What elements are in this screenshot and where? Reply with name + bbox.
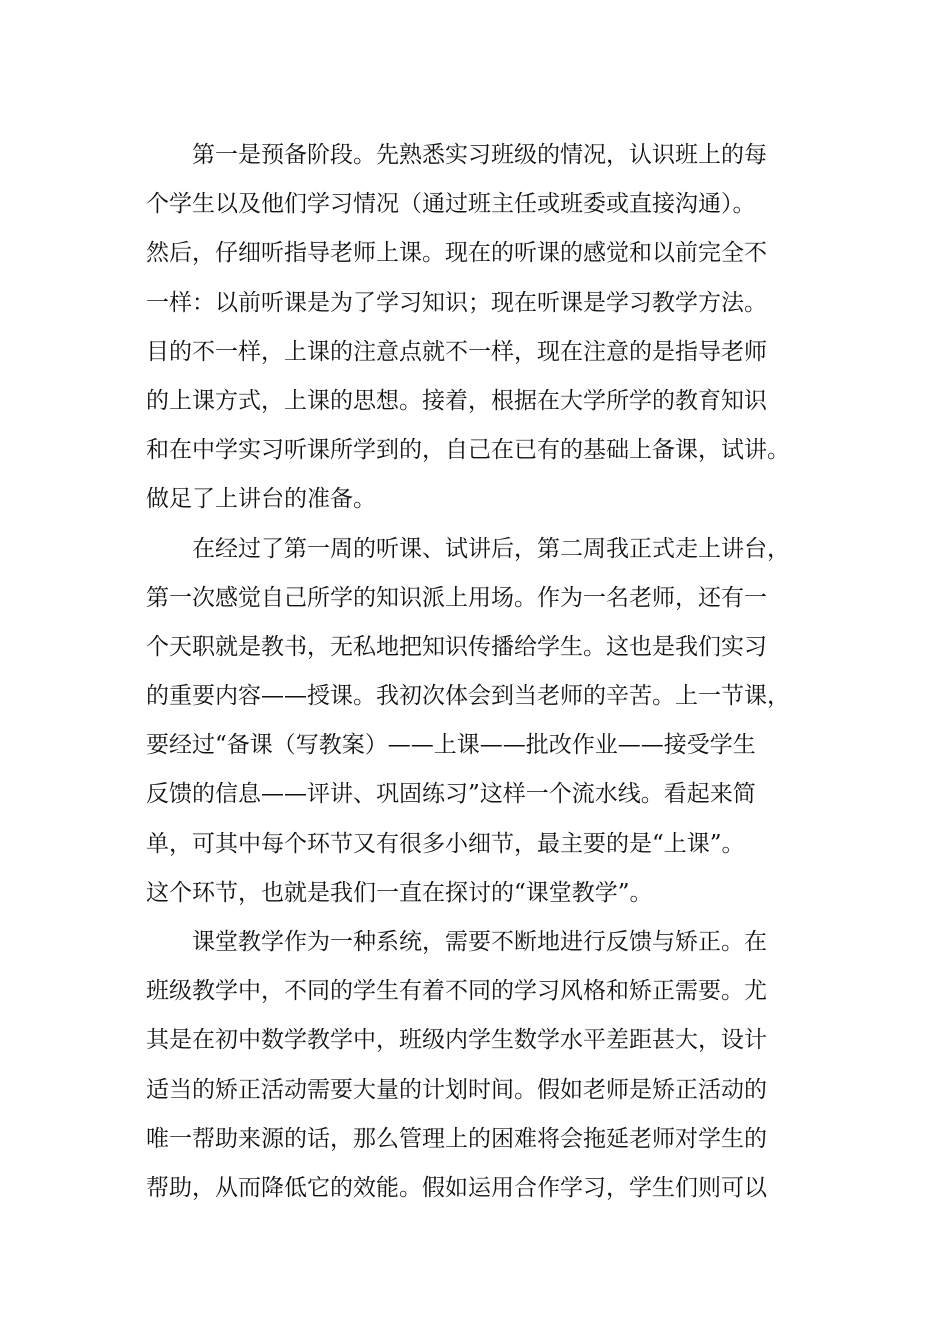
text-line: 帮助，从而降低它的效能。假如运用合作学习，学生们则可以 [146,1174,767,1201]
paragraph-1 [146,131,846,525]
text-line: 第一次感觉自己所学的知识派上用场。作为一名老师，还有一 [146,584,767,611]
text-line: 班级教学中，不同的学生有着不同的学习风格和矫正需要。尤 [146,978,767,1005]
text-line: 第一是预备阶段。先熟悉实习班级的情况，认识班上的每 [192,142,767,168]
paragraph-2 [146,525,846,919]
text-line: 做足了上讲台的准备。 [146,486,376,513]
text-line: 课堂教学作为一种系统，需要不断地进行反馈与矫正。在 [192,929,767,955]
text-line: 然后，仔细听指导老师上课。现在的听课的感觉和以前完全不 [146,240,767,267]
text-line: 唯一帮助来源的话，那么管理上的困难将会拖延老师对学生的 [146,1125,767,1152]
text-line: 在经过了第一周的听课、试讲后，第二周我正式走上讲台， [192,535,790,562]
text-line: 这个环节，也就是我们一直在探讨的“课堂教学”。 [146,879,653,906]
text-line: 和在中学实习听课所学到的，自己在已有的基础上备课，试讲。 [146,437,790,464]
text-line: 个天职就是教书，无私地把知识传播给学生。这也是我们实习 [146,633,767,660]
text-line: 一样：以前听课是为了学习知识；现在听课是学习教学方法。 [146,289,767,316]
text-line: 反馈的信息——评讲、巩固练习”这样一个流水线。看起来简 [146,781,756,808]
text-line: 单，可其中每个环节又有很多小细节，最主要的是“上课”。 [146,830,745,857]
text-line: 其是在初中数学教学中，班级内学生数学水平差距甚大，设计 [146,1027,767,1054]
text-line: 适当的矫正活动需要大量的计划时间。假如老师是矫正活动的 [146,1076,767,1103]
text-line: 目的不一样，上课的注意点就不一样，现在注意的是指导老师 [146,338,767,365]
text-line: 要经过“备课（写教案）——上课——批改作业——接受学生 [146,732,756,759]
text-line: 个学生以及他们学习情况（通过班主任或班委或直接沟通）。 [146,191,756,218]
document-body [146,131,846,1213]
text-line: 的上课方式，上课的思想。接着，根据在大学所学的教育知识 [146,387,767,414]
paragraph-3 [146,918,846,1213]
text-line: 的重要内容——授课。我初次体会到当老师的辛苦。上一节课， [146,683,790,710]
